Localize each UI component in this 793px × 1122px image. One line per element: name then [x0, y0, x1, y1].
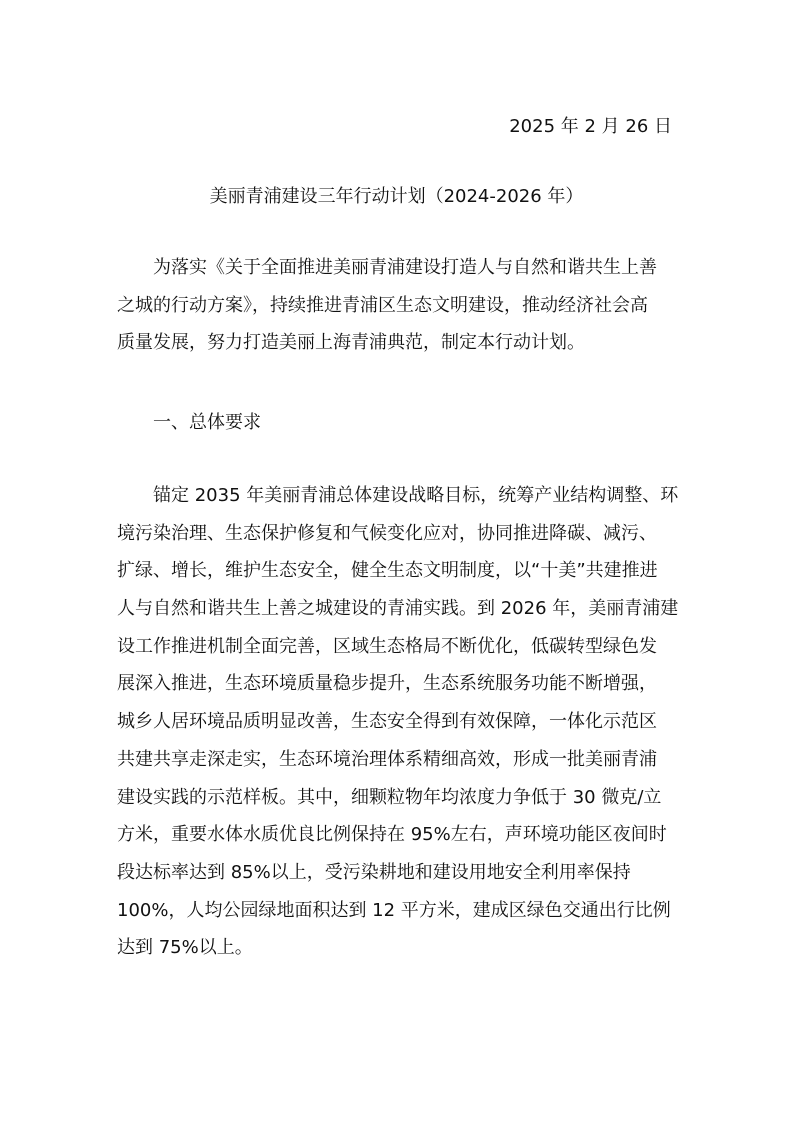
paragraph-line: 段达标率达到 85%以上，受污染耕地和建设用地安全利用率保持: [117, 861, 631, 883]
paragraph-line: 建设实践的示范样板。其中，细颗粒物年均浓度力争低于 30 微克/立: [117, 786, 662, 808]
paragraph-line: 之城的行动方案》，持续推进青浦区生态文明建设，推动经济社会高: [117, 294, 648, 316]
intro-paragraph: [117, 249, 677, 362]
paragraph-line: 100%，人均公园绿地面积达到 12 平方米，建成区绿色交通出行比例: [117, 899, 671, 921]
paragraph-line: 共建共享走深走实，生态环境治理体系精细高效，形成一批美丽青浦: [117, 748, 657, 770]
paragraph-line: 人与自然和谐共生上善之城建设的青浦实践。到 2026 年，美丽青浦建: [117, 598, 679, 620]
paragraph-line: 境污染治理、生态保护修复和气候变化应对，协同推进降碳、减污、: [117, 522, 657, 544]
paragraph-line: 达到 75%以上。: [117, 937, 253, 959]
body-paragraph: [117, 477, 677, 967]
document-date: 2025 年 2 月 26 日: [509, 116, 672, 137]
paragraph-line: 展深入推进，生态环境质量稳步提升，生态系统服务功能不断增强，: [117, 673, 657, 695]
paragraph-line: 质量发展，努力打造美丽上海青浦典范，制定本行动计划。: [117, 332, 585, 354]
section-heading: 一、总体要求: [153, 412, 261, 433]
paragraph-line: 锚定 2035 年美丽青浦总体建设战略目标，统筹产业结构调整、环: [153, 485, 679, 506]
paragraph-line: 为落实《关于全面推进美丽青浦建设打造人与自然和谐共生上善: [153, 257, 657, 278]
paragraph-line: 城乡人居环境品质明显改善，生态安全得到有效保障，一体化示范区: [117, 711, 657, 733]
paragraph-line: 方米，重要水体水质优良比例保持在 95%左右，声环境功能区夜间时: [117, 824, 667, 846]
document-title: 美丽青浦建设三年行动计划（2024-2026 年）: [209, 186, 584, 207]
paragraph-line: 设工作推进机制全面完善，区域生态格局不断优化，低碳转型绿色发: [117, 635, 657, 657]
paragraph-line: 扩绿、增长，维护生态安全，健全生态文明制度，以“十美”共建推进: [117, 560, 658, 582]
